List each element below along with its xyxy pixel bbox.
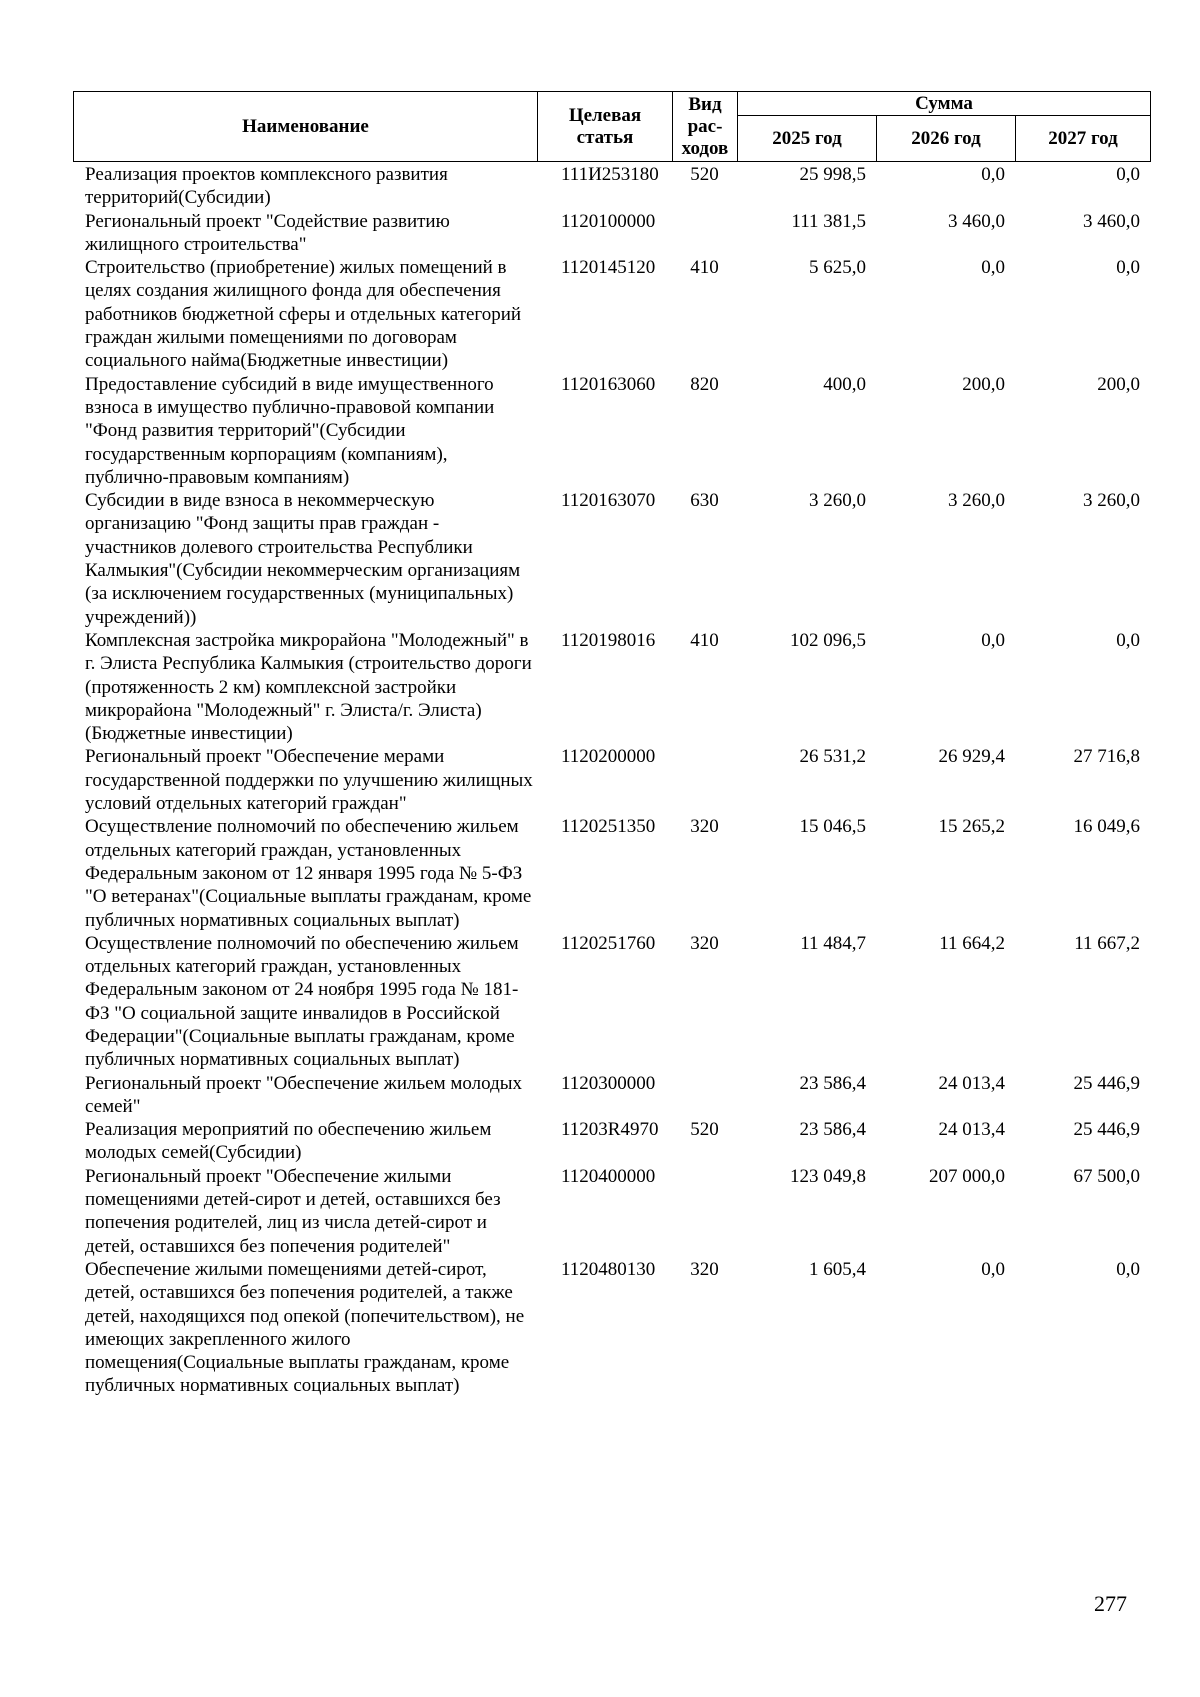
row-name: Предоставление субсидий в виде имущественного взноса в имущество публично-правовой компании "Фонд развития территорий"(Субсидии государственным корпорациям (компаниям), публично-правовым компаниям) [85, 373, 495, 488]
row-target-article: 1120200000 [561, 746, 656, 768]
row-name: Региональный проект "Обеспечение мерами государственной поддержки по улучшению жилищных условий отдельных категорий граждан" [85, 746, 533, 815]
row-amount-2027: 11 667,2 [1074, 932, 1140, 954]
row-expense-type: 410 [690, 629, 719, 651]
row-amount-2026: 3 460,0 [948, 210, 1005, 232]
table-row [73, 489, 1150, 629]
row-amount-2027: 25 446,9 [1073, 1072, 1140, 1094]
row-amount-2027: 3 260,0 [1083, 490, 1140, 512]
table-row [73, 745, 1150, 815]
row-expense-type [672, 210, 737, 257]
row-expense-type: 320 [690, 816, 719, 838]
row-amount-2027: 16 049,6 [1073, 816, 1140, 838]
row-target-article: 1120400000 [561, 1165, 656, 1187]
table-row [73, 163, 1150, 210]
row-amount-2027: 3 460,0 [1083, 210, 1140, 232]
row-amount-2026: 0,0 [981, 164, 1005, 185]
row-name: Реализация мероприятий по обеспечению жильем молодых семей(Субсидии) [85, 1119, 492, 1164]
table-row [73, 1072, 1150, 1119]
row-name: Строительство (приобретение) жилых помещений в целях создания жилищного фонда для обеспечения работников бюджетной сферы и отдельных категорий граждан жилыми помещениями по договорам социального найма(Бюджетные инвестиции) [85, 257, 522, 372]
row-expense-type: 320 [690, 932, 719, 954]
row-amount-2025: 400,0 [823, 373, 866, 395]
row-amount-2025: 1 605,4 [809, 1258, 866, 1280]
budget-table [73, 163, 1150, 1398]
row-amount-2025: 23 586,4 [799, 1119, 866, 1141]
table-row [73, 1165, 1150, 1258]
row-name: Обеспечение жилыми помещениями детей-сирот, детей, оставшихся без попечения родителей, а также детей, находящихся под опекой (попечительством), не имеющих закрепленного жилого помещения(Социальные выплаты гражданам, кроме публичных нормативных социальных выплат) [85, 1258, 525, 1397]
row-expense-type: 410 [690, 257, 719, 279]
table-row [73, 815, 1150, 931]
row-amount-2026: 207 000,0 [929, 1165, 1005, 1187]
row-amount-2027: 0,0 [1116, 164, 1140, 185]
row-amount-2027: 27 716,8 [1073, 746, 1140, 768]
row-target-article: 1120100000 [561, 210, 656, 232]
header-year-2027: 2027 год [1016, 116, 1151, 162]
row-target-article: 1120163070 [561, 490, 656, 512]
header-year-2025: 2025 год [738, 116, 877, 162]
row-target-article: 1120251350 [561, 816, 656, 838]
row-amount-2027: 0,0 [1116, 257, 1140, 279]
row-target-article: 1120198016 [561, 629, 656, 651]
row-name: Комплексная застройка микрорайона "Молодежный" в г. Элиста Республика Калмыкия (строительство дороги (протяженность 2 км) комплексной застройки микрорайона "Молодежный" г. Элиста/г. Элиста)(Бюджетные инвестиции) [85, 629, 532, 745]
row-name: Субсидии в виде взноса в некоммерческую организацию "Фонд защиты прав граждан - участников долевого строительства Республики Калмыкия"(Субсидии некоммерческим организациям (за исключением государственных (муниципальных) учреждений)) [85, 490, 521, 628]
row-amount-2025: 102 096,5 [790, 629, 866, 651]
row-expense-type [672, 745, 737, 815]
row-amount-2025: 3 260,0 [809, 490, 866, 512]
row-amount-2025: 5 625,0 [809, 257, 866, 279]
budget-table-body [73, 163, 1150, 1398]
row-name: Региональный проект "Содействие развитию жилищного строительства" [85, 210, 450, 255]
table-row [73, 373, 1150, 489]
row-amount-2025: 111 381,5 [791, 210, 866, 232]
row-amount-2025: 15 046,5 [799, 816, 866, 838]
row-amount-2027: 0,0 [1116, 629, 1140, 651]
row-amount-2026: 0,0 [981, 1258, 1005, 1280]
row-expense-type [672, 1165, 737, 1258]
row-target-article: 11203R4970 [561, 1119, 659, 1141]
row-target-article: 1120163060 [561, 373, 656, 395]
header-year-2026: 2026 год [877, 116, 1016, 162]
row-target-article: 111И253180 [561, 164, 659, 185]
table-row [73, 256, 1150, 372]
row-amount-2025: 123 049,8 [790, 1165, 866, 1187]
row-amount-2025: 26 531,2 [799, 746, 866, 768]
header-expense-type: Вид рас-ходов [673, 92, 738, 162]
header-sum: Сумма [738, 92, 1151, 116]
row-expense-type: 520 [690, 164, 719, 185]
row-name: Региональный проект "Обеспечение жильем молодых семей" [85, 1072, 522, 1117]
row-amount-2027: 25 446,9 [1073, 1119, 1140, 1141]
row-amount-2026: 0,0 [981, 257, 1005, 279]
table-row [73, 932, 1150, 1072]
table-header [73, 91, 1151, 162]
row-amount-2026: 24 013,4 [938, 1072, 1005, 1094]
row-amount-2026: 3 260,0 [948, 490, 1005, 512]
row-target-article: 1120480130 [561, 1258, 656, 1280]
row-expense-type: 320 [690, 1258, 719, 1280]
table-row [73, 210, 1150, 257]
row-expense-type: 630 [690, 490, 719, 512]
row-target-article: 1120251760 [561, 932, 656, 954]
row-name: Осуществление полномочий по обеспечению жильем отдельных категорий граждан, установленных Федеральным законом от 12 января 1995 года № 5-ФЗ "О ветеранах"(Социальные выплаты гражданам, кроме публичных нормативных социальных выплат) [85, 816, 532, 931]
row-amount-2027: 67 500,0 [1073, 1165, 1140, 1187]
page-number: 277 [1094, 1591, 1127, 1616]
row-amount-2025: 23 586,4 [799, 1072, 866, 1094]
row-amount-2026: 15 265,2 [938, 816, 1005, 838]
header-target-article: Целевая статья [538, 92, 673, 162]
row-expense-type [672, 1072, 737, 1119]
row-amount-2025: 25 998,5 [799, 164, 866, 185]
table-row [73, 629, 1150, 745]
row-amount-2026: 0,0 [981, 629, 1005, 651]
row-amount-2026: 200,0 [962, 373, 1005, 395]
row-expense-type: 820 [690, 373, 719, 395]
row-amount-2026: 11 664,2 [939, 932, 1005, 954]
table-row [73, 1118, 1150, 1165]
row-name: Региональный проект "Обеспечение жилыми помещениями детей-сирот и детей, оставшихся без попечения родителей, лиц из числа детей-сирот и детей, оставшихся без попечения родителей" [85, 1165, 501, 1257]
row-name: Реализация проектов комплексного развития территорий(Субсидии) [85, 164, 448, 209]
row-amount-2027: 200,0 [1097, 373, 1140, 395]
table-row [73, 1258, 1150, 1398]
row-target-article: 1120300000 [561, 1072, 656, 1094]
row-expense-type: 520 [690, 1119, 719, 1141]
row-amount-2026: 24 013,4 [938, 1119, 1005, 1141]
row-amount-2027: 0,0 [1116, 1258, 1140, 1280]
row-name: Осуществление полномочий по обеспечению жильем отдельных категорий граждан, установленных Федеральным законом от 24 ноября 1995 года № 181-ФЗ "О социальной защите инвалидов в Российской Федерации"(Социальные выплаты гражданам, кроме публичных нормативных социальных выплат) [85, 932, 519, 1071]
row-amount-2025: 11 484,7 [800, 932, 866, 954]
header-name: Наименование [74, 92, 538, 162]
row-target-article: 1120145120 [561, 257, 656, 279]
row-amount-2026: 26 929,4 [938, 746, 1005, 768]
